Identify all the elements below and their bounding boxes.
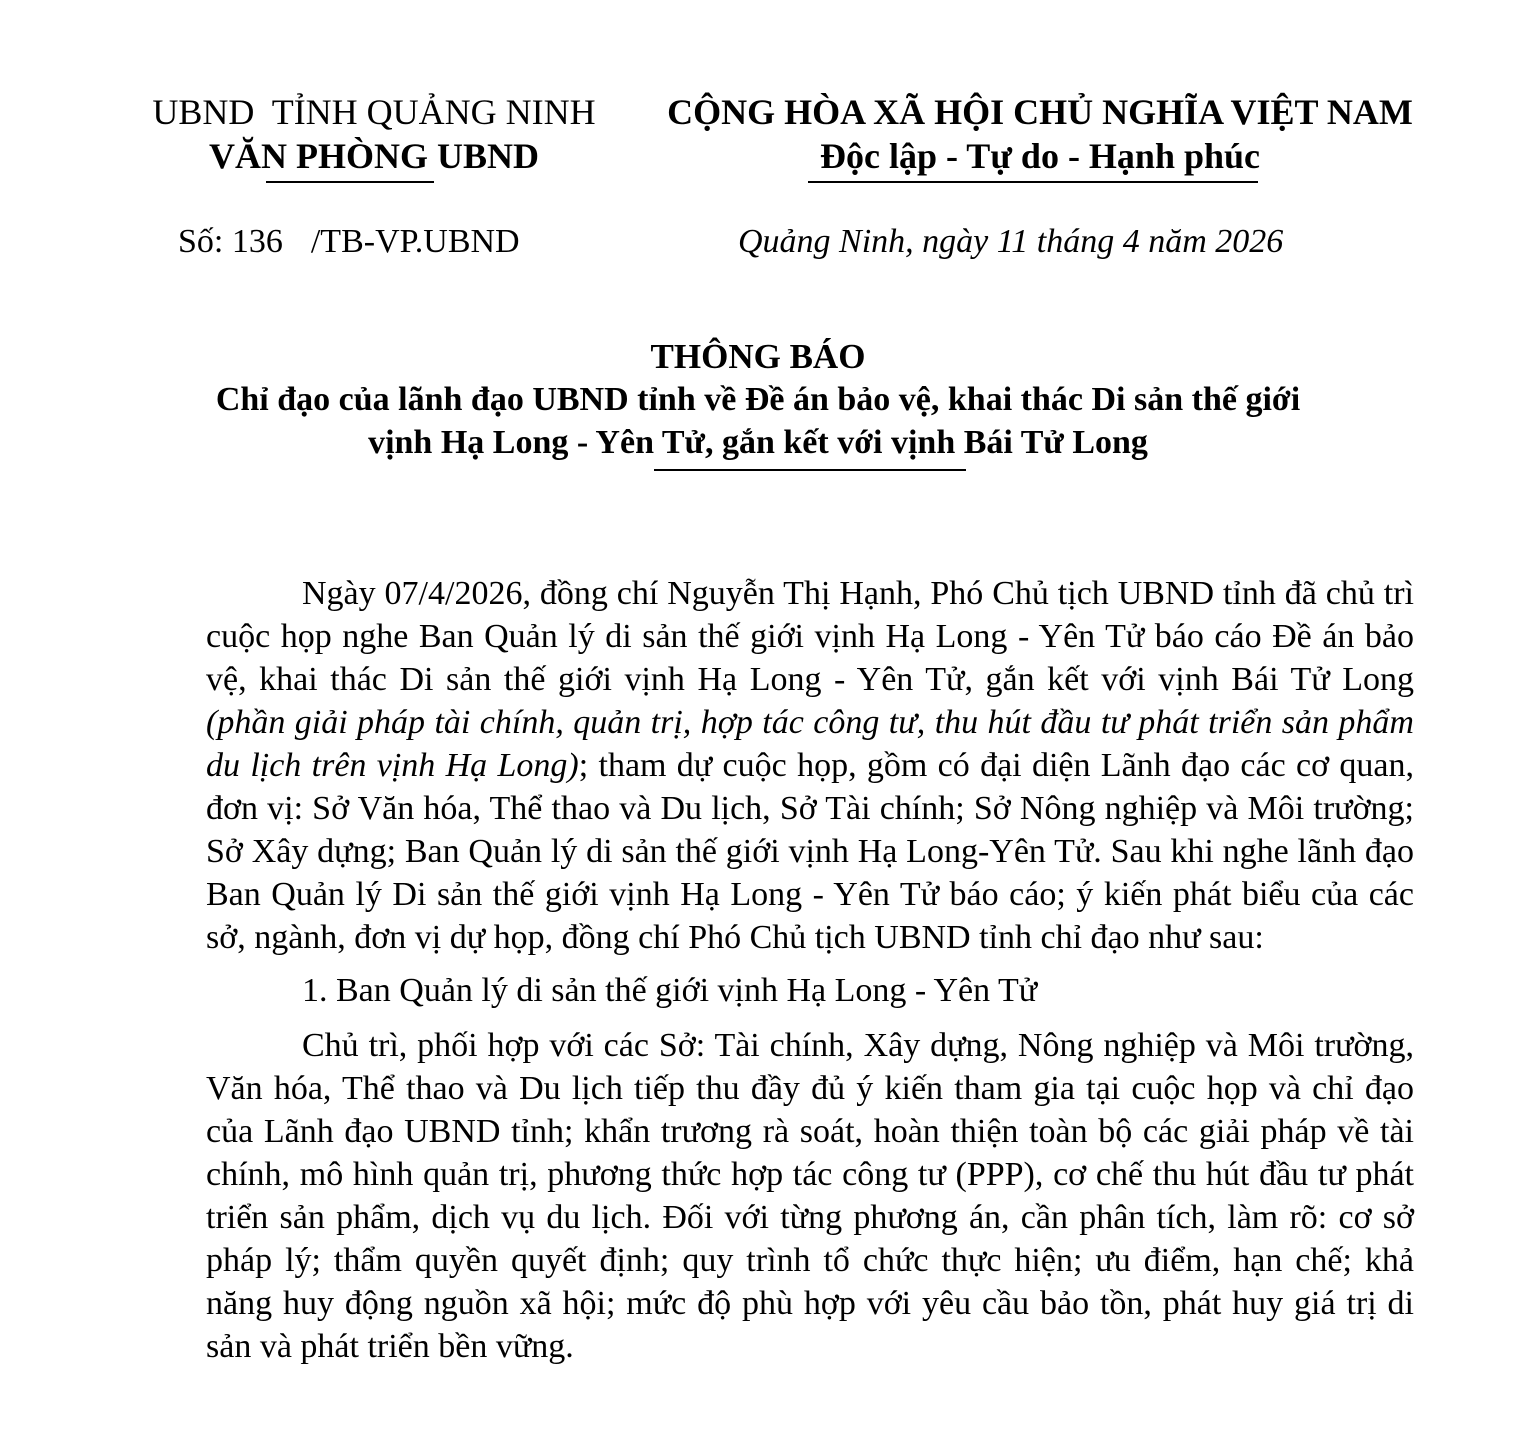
title-underline <box>654 469 966 471</box>
document-subject-line-1: Chỉ đạo của lãnh đạo UBND tỉnh về Đề án bảo vệ, khai thác Di sản thế giới <box>215 381 1301 418</box>
country-name: CỘNG HÒA XÃ HỘI CHỦ NGHĨA VIỆT NAM <box>667 92 1413 132</box>
body-paragraph-1 <box>206 572 1414 959</box>
paragraph-1-italic-note: (phần giải pháp tài chính, quản trị, hợp tác công tư, thu hút đầu tư phát triển sản phẩm du lịch trên vịnh Hạ Long) <box>206 704 1414 784</box>
document-number-value: 136 <box>231 223 283 260</box>
agency-name: UBND TỈNH QUẢNG NINH <box>152 92 596 132</box>
document-subject-line-2: vịnh Hạ Long - Yên Tử, gắn kết với vịnh Bái Tử Long <box>368 424 1148 461</box>
national-header-block <box>630 90 1450 178</box>
paragraph-1-text-start: Ngày 07/4/2026, đồng chí Nguyễn Thị Hạnh, Phó Chủ tịch UBND tỉnh đã chủ trì cuộc họp nghe Ban Quản lý di sản thế giới vịnh Hạ Long - Yên Tử báo cáo Đề án bảo vệ, khai thác Di sản thế giới vịnh Hạ Long - Yên Tử, gắn kết với vịnh Bái Tử Long <box>206 575 1414 698</box>
document-title-block <box>0 336 1516 464</box>
place-date: Quảng Ninh, ngày 11 tháng 4 năm 2026 <box>738 223 1284 260</box>
body-paragraph-2: Chủ trì, phối hợp với các Sở: Tài chính, Xây dựng, Nông nghiệp và Môi trường, Văn hóa, Thể thao và Du lịch tiếp thu đầy đủ ý kiến tham gia tại cuộc họp và chỉ đạo của Lãnh đạo UBND tỉnh; khẩn trương rà soát, hoàn thiện toàn bộ các giải pháp về tài chính, mô hình quản trị, phương thức hợp tác công tư (PPP), cơ chế thu hút đầu tư phát triển sản phẩm, dịch vụ du lịch. Đối với từng phương án, cần phân tích, làm rõ: cơ sở pháp lý; thẩm quyền quyết định; quy trình tổ chức thực hiện; ưu điểm, hạn chế; khả năng huy động nguồn xã hội; mức độ phù hợp với yêu cầu bảo tồn, phát huy giá trị di sản và phát triển bền vững. <box>206 1027 1414 1365</box>
document-number <box>178 222 520 262</box>
paragraph-1-text-end: ; tham dự cuộc họp, gồm có đại diện Lãnh đạo các cơ quan, đơn vị: Sở Văn hóa, Thể thao và Du lịch, Sở Tài chính; Sở Nông nghiệp và Môi trường; Sở Xây dựng; Ban Quản lý di sản thế giới vịnh Hạ Long-Yên Tử. Sau khi nghe lãnh đạo Ban Quản lý Di sản thế giới vịnh Hạ Long - Yên Tử báo cáo; ý kiến phát biểu của các sở, ngành, đơn vị dự họp, đồng chí Phó Chủ tịch UBND tỉnh chỉ đạo như sau: <box>206 747 1414 956</box>
item-1-heading: 1. Ban Quản lý di sản thế giới vịnh Hạ Long - Yên Tử <box>302 972 1038 1009</box>
issuing-agency-block <box>124 90 624 178</box>
document-type: THÔNG BÁO <box>650 337 866 376</box>
national-motto: Độc lập - Tự do - Hạnh phúc <box>819 136 1261 176</box>
document-number-prefix: Số: <box>178 223 232 260</box>
document-number-suffix: /TB-VP.UBND <box>310 223 520 260</box>
office-underline <box>266 181 434 183</box>
office-name: VĂN PHÒNG UBND <box>209 136 539 176</box>
motto-underline <box>808 181 1258 183</box>
document-body <box>206 572 1414 1368</box>
